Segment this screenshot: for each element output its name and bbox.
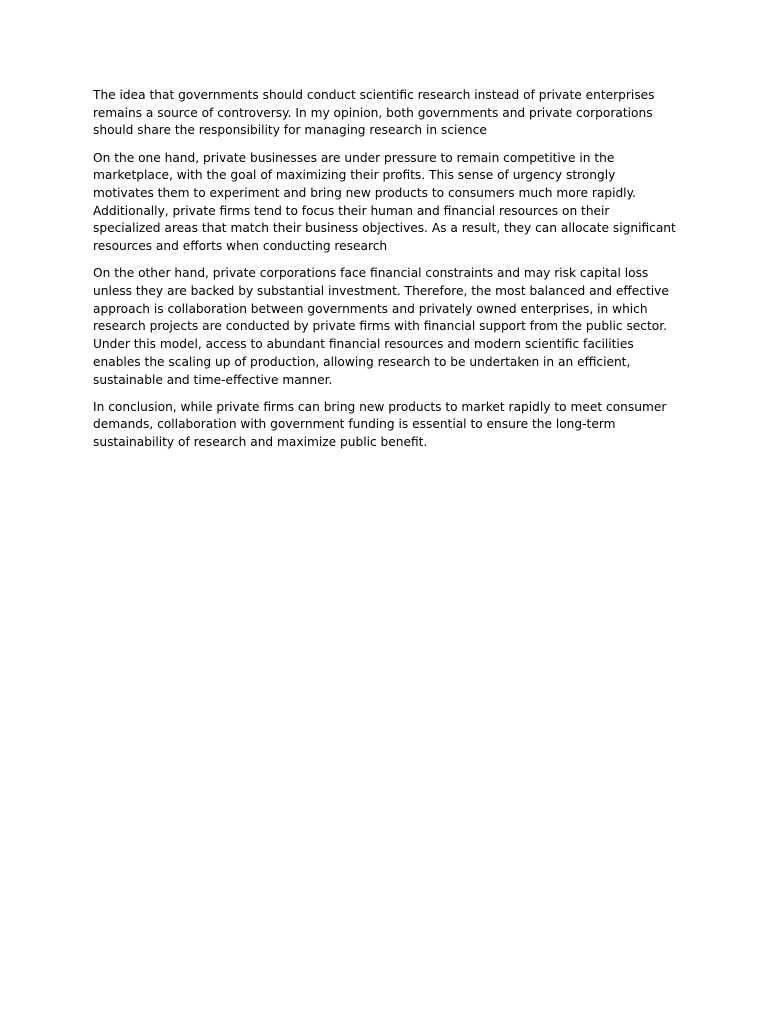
document-body[interactable] [93,87,677,461]
paragraph-body-1: On the one hand, private businesses are under pressure to remain competitive in the marketplace, with the goal of maximizing their profits. This sense of urgency strongly motivates them to experiment and bring new products to consumers much more rapidly. Additionally, private firms tend to focus their human and financial resources on their specialized areas that match their business objectives. As a result, they can allocate significant resources and efforts when conducting research [93,150,676,254]
paragraph-conclusion: In conclusion, while private firms can bring new products to market rapidly to meet consumer demands, collaboration with government funding is essential to ensure the long-term sustainability of research and maximize public benefit. [93,399,667,450]
paragraph-body-2: On the other hand, private corporations face financial constraints and may risk capital loss unless they are backed by substantial investment. Therefore, the most balanced and effective approach is collaboration between governments and privately owned enterprises, in which research projects are conducted by private firms with financial support from the public sector. Under this model, access to abundant financial resources and modern scientific facilities enables the scaling up of production, allowing research to be undertaken in an efficient, sustainable and time-effective manner. [93,266,669,387]
paragraph-introduction: The idea that governments should conduct scientific research instead of private enterprises remains a source of controversy. In my opinion, both governments and private corporations should share the responsibility for managing research in science [93,88,655,138]
